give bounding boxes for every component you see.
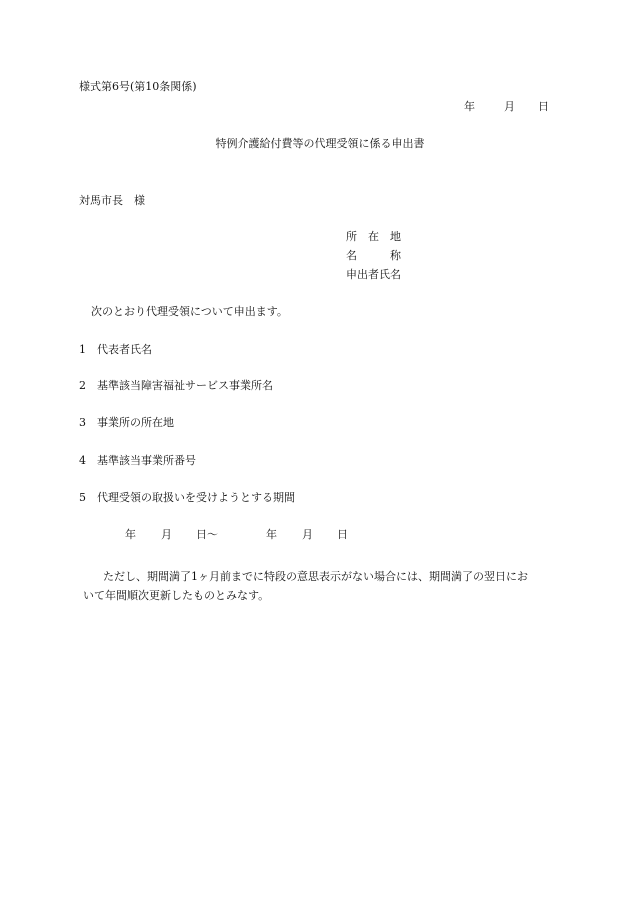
date-month-label: 月 xyxy=(504,100,515,113)
list-item-number: 2 xyxy=(79,379,86,392)
list-item xyxy=(79,417,174,428)
list-item-number: 5 xyxy=(79,491,86,504)
renewal-note-line-1: ただし、期間満了1ヶ月前までに特段の意思表示がない場合には、期間満了の翌日にお xyxy=(103,570,528,583)
period-start-month: 月 xyxy=(161,528,172,541)
renewal-note xyxy=(79,567,549,605)
list-item xyxy=(79,344,152,355)
list-item-text: 代理受領の取扱いを受けようとする期間 xyxy=(97,491,295,504)
list-item-text: 基準該当事業所番号 xyxy=(97,454,196,467)
applicant-org-name-label: 名 称 xyxy=(346,249,401,262)
date-year-label: 年 xyxy=(464,100,475,113)
list-item-number: 1 xyxy=(79,343,86,356)
period-end-day: 日 xyxy=(337,528,348,541)
list-item xyxy=(79,455,196,466)
applicant-block xyxy=(346,231,406,288)
list-item-number: 4 xyxy=(79,454,86,467)
period-end-year: 年 xyxy=(266,528,277,541)
document-title: 特例介護給付費等の代理受領に係る申出書 xyxy=(215,137,425,150)
addressee: 対馬市長 様 xyxy=(79,194,145,207)
form-number: 様式第6号(第10条関係) xyxy=(79,80,197,93)
applicant-name-row xyxy=(346,250,406,269)
list-item-text: 事業所の所在地 xyxy=(97,416,174,429)
period-range xyxy=(125,529,348,540)
list-item xyxy=(79,380,273,391)
list-item-text: 代表者氏名 xyxy=(97,343,152,356)
list-item xyxy=(79,492,295,503)
period-start-year: 年 xyxy=(125,528,136,541)
applicant-address-row xyxy=(346,231,406,250)
date-day-label: 日 xyxy=(538,100,549,113)
renewal-note-line-2: いて年間順次更新したものとみなす。 xyxy=(83,589,270,602)
applicant-address-label: 所 在 地 xyxy=(346,230,401,243)
intro-sentence: 次のとおり代理受領について申出ます。 xyxy=(91,305,288,318)
period-end-month: 月 xyxy=(302,528,313,541)
applicant-person-row xyxy=(346,269,406,288)
list-item-number: 3 xyxy=(79,416,86,429)
applicant-person-name-label: 申出者氏名 xyxy=(346,268,401,281)
list-item-text: 基準該当障害福祉サービス事業所名 xyxy=(97,379,273,392)
submission-date xyxy=(464,101,549,112)
period-start-day: 日〜 xyxy=(196,528,218,541)
